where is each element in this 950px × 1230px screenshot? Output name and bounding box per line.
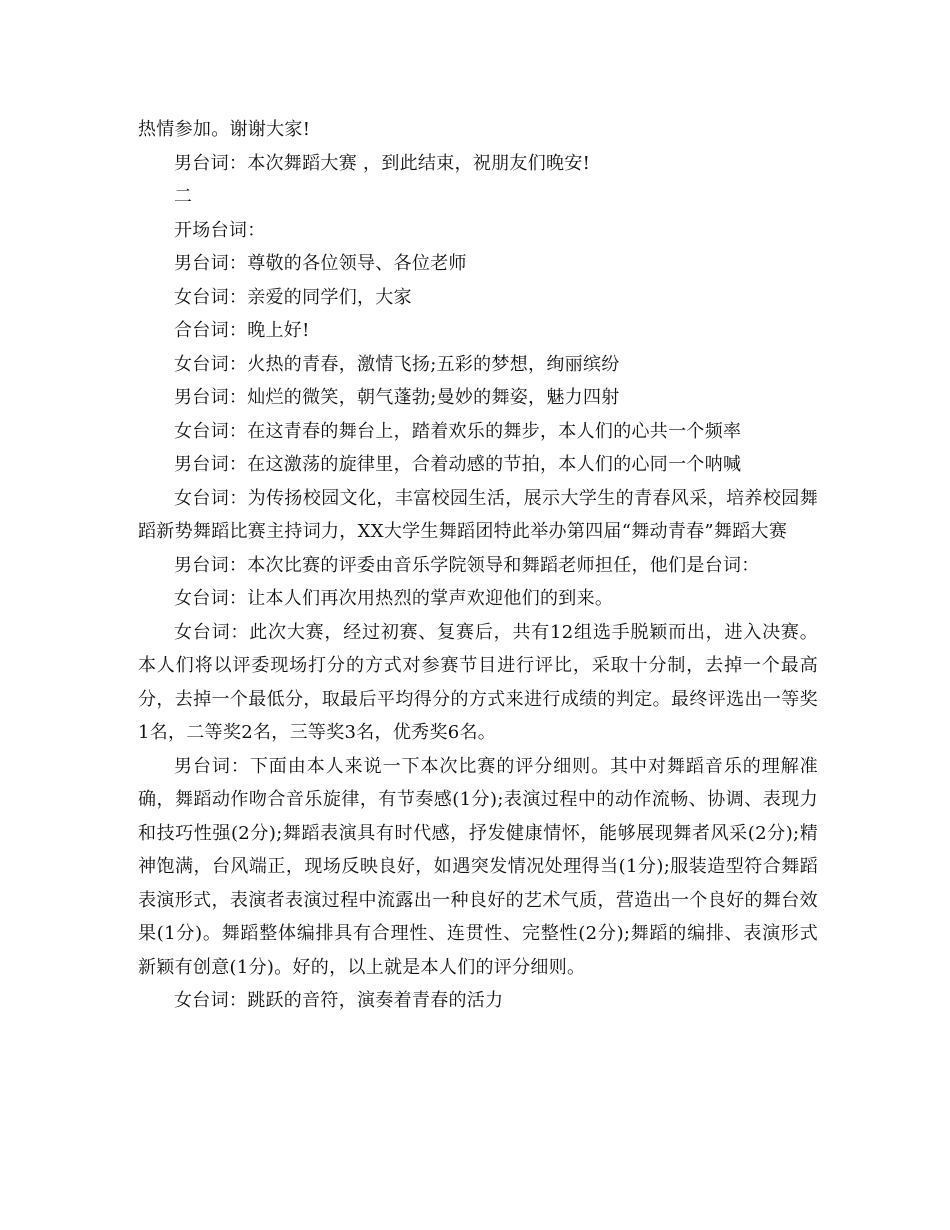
paragraph: 女台词：跳跃的音符，演奏着青春的活力 — [174, 990, 504, 1011]
paragraph: 男台词：本次舞蹈大赛 ，到此结束，祝朋友们晚安! — [174, 152, 591, 174]
paragraph: 男台词：在这激荡的旋律里，合着动感的节拍，本人们的心同一个呐喊 — [174, 454, 742, 475]
paragraph: 女台词：让本人们再次用热烈的掌声欢迎他们的到来。 — [174, 588, 614, 609]
paragraph: 男台词：下面由本人来说一下本次比赛的评分细则。其中对舞蹈音乐的理解准确，舞蹈动作吻合音乐旋律，有节奏感(1分);表演过程中的动作流畅、协调、表现力和技巧性强(2分);舞蹈表演具有时代感，抒发健康情怀，能够展现舞者风采(2分);精神饱满，台风端正，现场反映良好，如遇突发情况处理得当(1分);服装造型符合舞蹈表演形式，表演者表演过程中流露出一种良好的艺术气质，营造出一个良好的舞台效果(1分)。舞蹈整体编排具有合理性、连贯性、完整性(2分);舞蹈的编排、表演形式新颖有创意(1分)。好的，以上就是本人们的评分细则。 — [138, 755, 818, 978]
paragraph: 开场台词： — [174, 219, 266, 241]
paragraph: 女台词：在这青春的舞台上，踏着欢乐的舞步，本人们的心共一个频率 — [174, 420, 742, 442]
paragraph: 男台词：尊敬的各位领导、各位老师 — [174, 253, 467, 274]
paragraph: 女台词：火热的青春，激情飞扬;五彩的梦想，绚丽缤纷 — [174, 353, 620, 375]
paragraph: 二 — [174, 186, 193, 207]
paragraph: 女台词：为传扬校园文化，丰富校园生活，展示大学生的青春风采，培养校园舞蹈新势舞蹈比赛主持词力，XX大学生舞蹈团特此举办第四届“舞动青春”舞蹈大赛 — [138, 487, 818, 542]
paragraph: 热情参加。谢谢大家! — [138, 119, 311, 140]
paragraph: 合台词：晚上好! — [174, 320, 310, 341]
paragraph: 男台词：本次比赛的评委由音乐学院领导和舞蹈老师担任，他们是台词： — [174, 554, 760, 576]
paragraph: 女台词：亲爱的同学们，大家 — [174, 286, 412, 308]
paragraph: 女台词：此次大赛，经过初赛、复赛后，共有12组选手脱颖而出，进入决赛。本人们将以评委现场打分的方式对参赛节目进行评比，采取十分制，去掉一个最高分，去掉一个最低分，取最后平均得分的方式来进行成绩的判定。最终评选出一等奖1名，二等奖2名，三等奖3名，优秀奖6名。 — [138, 621, 818, 743]
paragraph: 男台词：灿烂的微笑，朝气蓬勃;曼妙的舞姿，魅力四射 — [174, 387, 620, 408]
document-body — [138, 113, 818, 1018]
